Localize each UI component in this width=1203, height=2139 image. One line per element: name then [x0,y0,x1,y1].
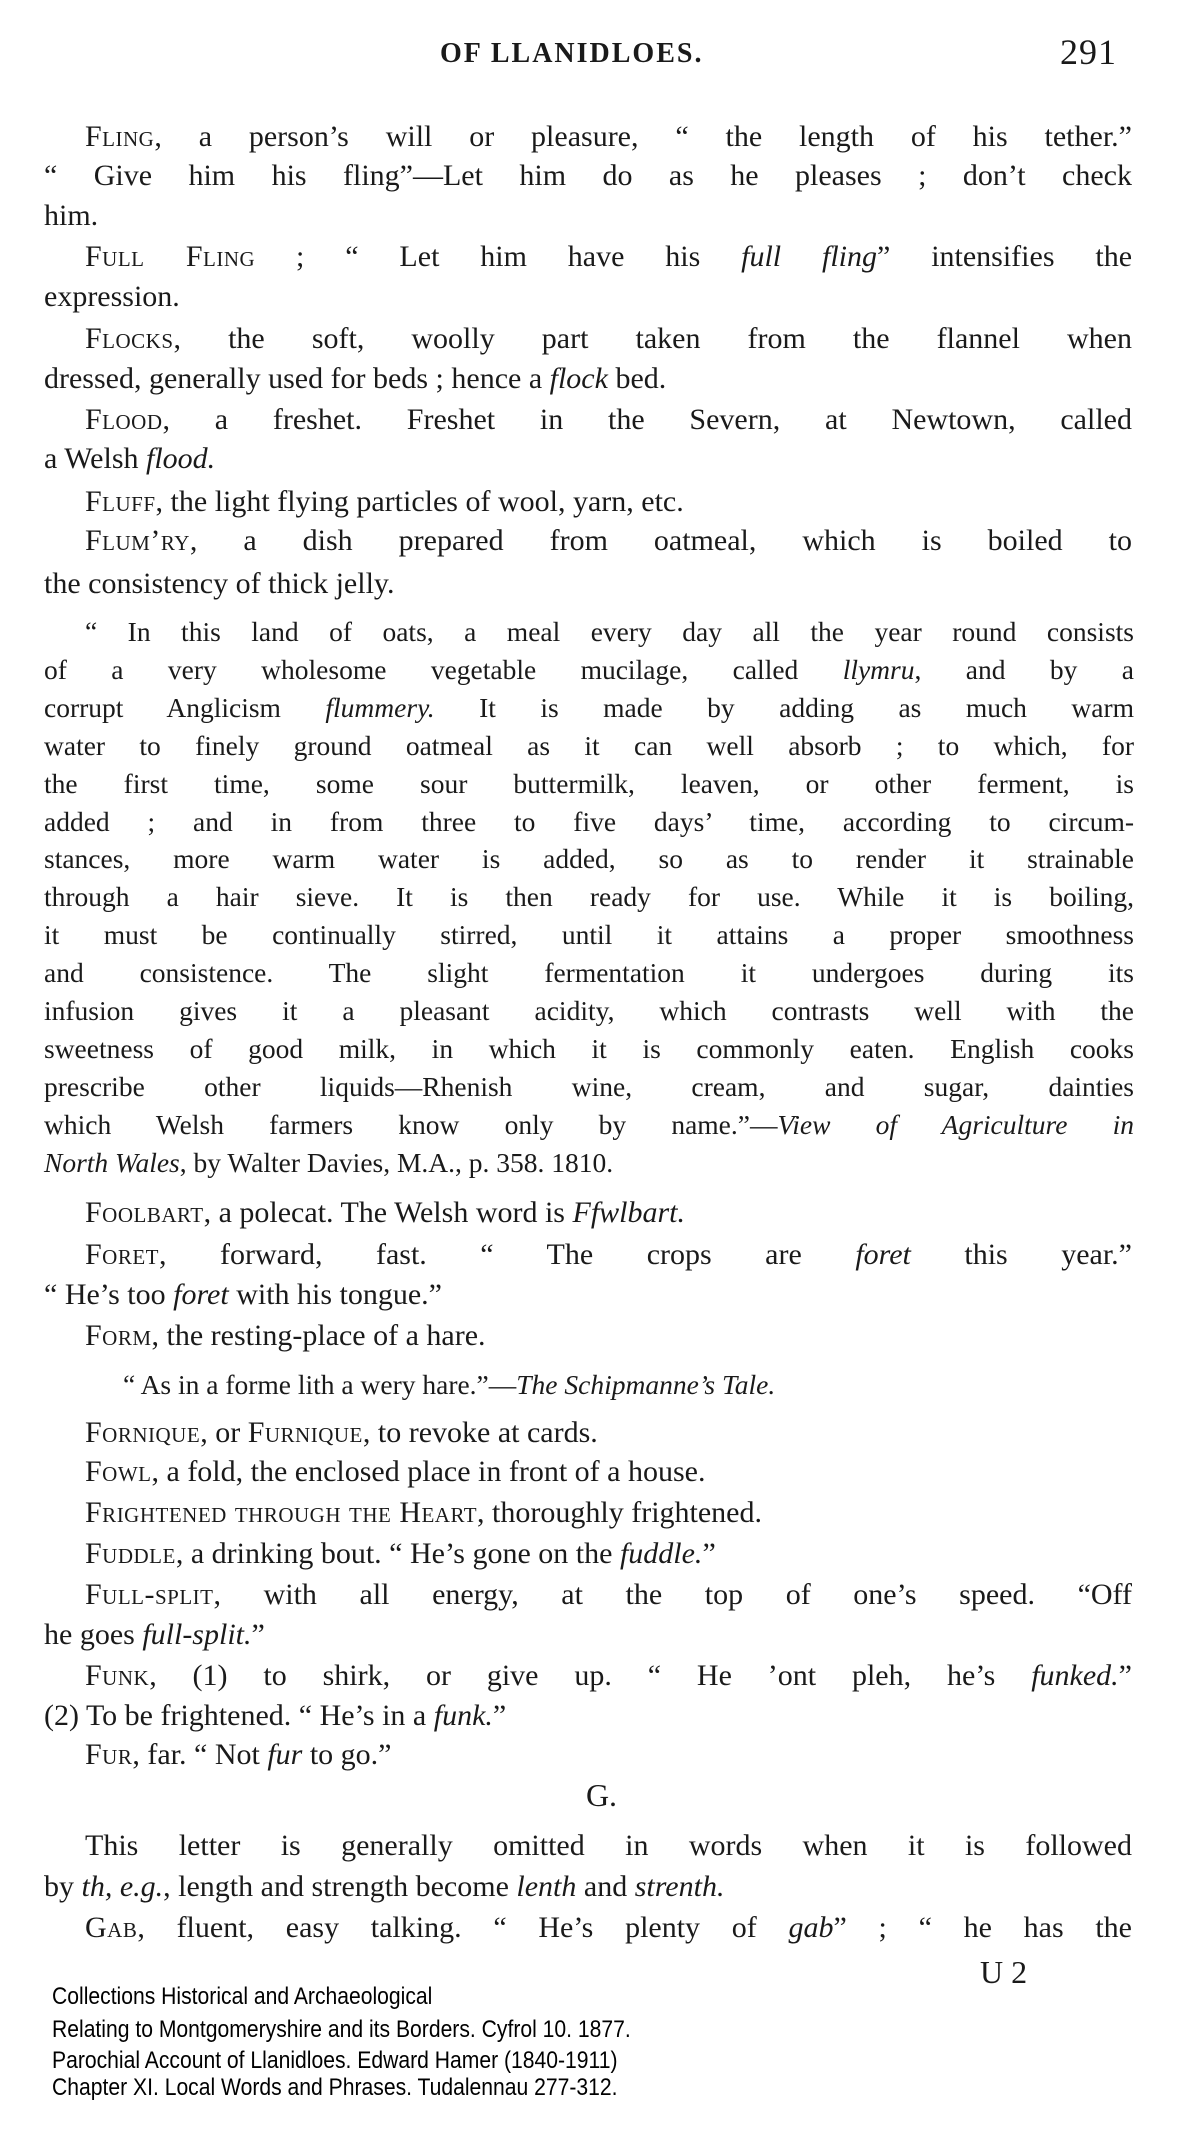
text: “ He’s too [44,1278,174,1311]
italic-text: View of Agriculture in [777,1109,1135,1140]
text: , length and strength become [163,1870,517,1903]
section-heading: G. [585,1777,618,1813]
text-line [85,482,1132,522]
text: , fluent, easy talking. “ He’s plenty of [137,1911,789,1944]
text: ” [251,1618,265,1651]
text: by [44,1870,82,1903]
italic-text: flummery. [325,692,435,723]
quotation-line [44,1030,1134,1068]
text: ” [702,1537,716,1570]
text: “ Give him his fling”—Let him do as he pleases ; don’t check [44,159,1132,192]
text: ” ; “ he has the [833,1911,1132,1944]
text: , the soft, woolly part taken from the flannel when [173,322,1132,355]
italic-text: North Wales [44,1147,180,1178]
text: through a hair sieve. It is then ready for use. While it is boiling, [44,881,1134,912]
quotation-line [44,765,1134,803]
italic-text: funk. [433,1699,493,1732]
footer-line: Collections Historical and Archaeological [52,1983,433,2010]
text-line [44,1696,1132,1736]
text: , to revoke at cards. [362,1416,598,1449]
text: infusion gives it a pleasant acidity, which contrasts well with the [44,995,1134,1026]
text-line [85,1575,1132,1615]
text-line [44,439,1132,479]
headword: Frightened through the Heart [85,1496,478,1529]
text-line [85,319,1132,359]
text: sweetness of good milk, in which it is commonly eaten. English cooks [44,1033,1134,1064]
quotation-line [44,1068,1134,1106]
text-line [44,1867,1132,1907]
italic-text: fuddle. [619,1537,703,1570]
italic-text: funked. [1031,1659,1119,1692]
text: this year.” [910,1238,1132,1271]
italic-text: fur [267,1738,303,1771]
signature-mark: U 2 [980,1954,1028,1990]
text-line [44,359,1132,399]
headword: Full Fling [85,240,256,273]
quotation-line [85,613,1134,651]
text-line [44,196,1132,236]
text: expression. [44,280,180,313]
text: ” [1118,1659,1132,1692]
headword: Fluff [85,485,156,518]
text: ” intensifies the [877,240,1133,273]
footer-line: Parochial Account of Llanidloes. Edward Hamer (1840-1911) [52,2047,618,2074]
text: bed. [607,362,667,395]
text: him. [44,199,99,232]
text: corrupt Anglicism [44,692,326,723]
text: (2) To be frightened. “ He’s in a [44,1699,434,1732]
italic-text: flood. [146,442,216,475]
page-number: 291 [1060,32,1117,72]
text: water to finely ground oatmeal as it can well absorb ; to which, for [44,730,1134,761]
text: , a polecat. The Welsh word is [203,1196,573,1229]
italic-text: full fling [741,240,878,273]
text: added ; and in from three to five days’ time, according to circum- [44,806,1134,837]
italic-text: foret [173,1278,229,1311]
italic-text: Ffwlbart. [572,1196,686,1229]
headword: Flood [85,403,163,436]
text: a Welsh [44,442,147,475]
text-line [44,1615,1132,1655]
text-line [85,1452,1132,1492]
italic-text: lenth [516,1870,577,1903]
italic-text: flock [549,362,608,395]
quotation-line [44,878,1134,916]
italic-text: foret [855,1238,911,1271]
italic-text: gab [788,1911,834,1944]
text: which Welsh farmers know only by name.”— [44,1109,778,1140]
text: , (1) to shirk, or give up. “ He ’ont pleh, he’s [149,1659,1032,1692]
quotation-line [44,1106,1134,1144]
quotation-line [44,954,1134,992]
text-line [44,1275,1132,1315]
text-line [44,156,1132,196]
quotation-line [44,992,1134,1030]
quotation-line [44,1144,1134,1182]
text: , a freshet. Freshet in the Severn, at Newtown, called [162,403,1132,436]
text: , and by a [914,654,1134,685]
italic-text: th, e.g. [81,1870,164,1903]
quotation-line [44,840,1134,878]
text: , with all energy, at the top of one’s speed. “Off [213,1578,1132,1611]
text: and [576,1870,635,1903]
quotation-line [44,651,1134,689]
headword: Foret [85,1238,160,1271]
headword: Fuddle [85,1537,176,1570]
quotation-line [44,689,1134,727]
text: stances, more warm water is added, so as to render it strainable [44,843,1134,874]
text: , thoroughly frightened. [477,1496,762,1529]
italic-text: strenth. [634,1870,725,1903]
text: it must be continually stirred, until it attains a proper smoothness [44,919,1134,950]
text: the consistency of thick jelly. [44,567,395,600]
headword: Fornique [85,1416,201,1449]
headword: Flocks [85,322,174,355]
text: , forward, fast. “ The crops are [159,1238,856,1271]
text-line [85,400,1132,440]
text: “ In this land of oats, a meal every day all the year round consists [85,616,1134,647]
text: , a person’s will or pleasure, “ the length of his tether.” [154,120,1132,153]
text: and consistence. The slight fermentation it undergoes during its [44,957,1134,988]
quotation-line [44,803,1134,841]
footer-line: Chapter XI. Local Words and Phrases. Tudalennau 277-312. [52,2074,618,2101]
headword: Funk [85,1659,150,1692]
quotation-line [123,1366,1134,1404]
text-line [85,1235,1132,1275]
text-line [44,277,1132,317]
text-line [85,117,1132,157]
text: , the light flying particles of wool, yarn, etc. [155,485,684,518]
text: , by Walter Davies, M.A., p. 358. 1810. [179,1147,614,1178]
italic-text: full-split. [142,1618,252,1651]
italic-text: llymru [842,654,915,685]
headword: Foolbart [85,1196,204,1229]
headword: Form [85,1319,152,1352]
text: ; “ Let him have his [255,240,742,273]
text: , or [200,1416,248,1449]
text: to go.” [302,1738,392,1771]
headword: Fur [85,1738,133,1771]
text: the first time, some sour buttermilk, leaven, or other ferment, is [44,768,1134,799]
text-line [44,564,1132,604]
italic-text: The Schipmanne’s Tale. [516,1369,776,1400]
text: This letter is generally omitted in words when it is followed [85,1829,1132,1862]
text: of a very wholesome vegetable mucilage, called [44,654,843,685]
text-line [85,1826,1132,1866]
text: dressed, generally used for beds ; hence a [44,362,550,395]
quotation-line [44,916,1134,954]
text: he goes [44,1618,143,1651]
text-line [85,1316,1132,1356]
text: , the resting-place of a hare. [151,1319,486,1352]
text: , a drinking bout. “ He’s gone on the [175,1537,620,1570]
headword: Furnique [247,1416,363,1449]
text-line [85,521,1132,561]
text: It is made by adding as much warm [434,692,1134,723]
text: “ As in a forme lith a wery hare.”— [123,1369,517,1400]
text-line [85,1534,1132,1574]
text-line [85,237,1132,277]
running-title: OF LLANIDLOES. [440,38,704,69]
footer-line: Relating to Montgomeryshire and its Borders. Cyfrol 10. 1877. [52,2016,631,2043]
text: with his tongue.” [228,1278,442,1311]
text: prescribe other liquids—Rhenish wine, cream, and sugar, dainties [44,1071,1134,1102]
text: , a fold, the enclosed place in front of a house. [151,1455,706,1488]
text: ” [492,1699,507,1732]
text-line [85,1656,1132,1696]
text-line [85,1413,1132,1453]
text-line [85,1735,1132,1775]
text: , far. “ Not [132,1738,268,1771]
headword: Fowl [85,1455,152,1488]
headword: Gab [85,1911,138,1944]
text-line [85,1193,1132,1233]
text: , a dish prepared from oatmeal, which is boiled to [189,524,1132,557]
quotation-line [44,727,1134,765]
headword: Fling [85,120,155,153]
headword: Flum’ry [85,524,190,557]
headword: Full-split [85,1578,214,1611]
text-line [85,1493,1132,1533]
text-line [85,1908,1132,1948]
